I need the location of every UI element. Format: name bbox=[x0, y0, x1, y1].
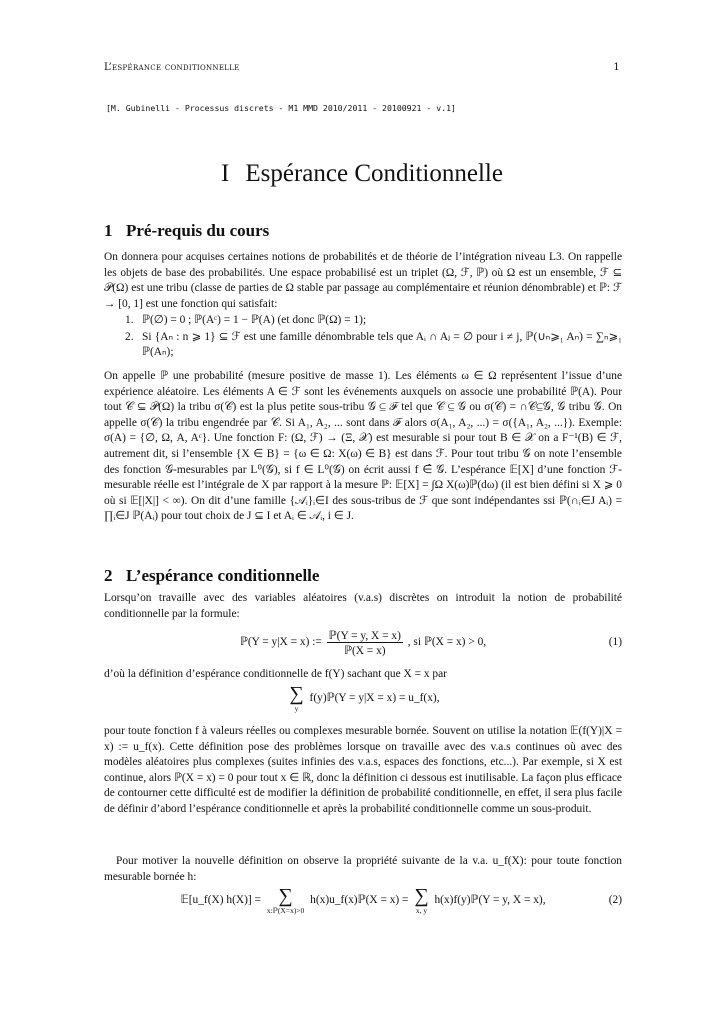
eq-rhs: h(x)f(y)ℙ(Y = y, X = x), bbox=[434, 894, 546, 907]
paragraph-intro bbox=[104, 250, 622, 312]
section-heading-1 bbox=[104, 221, 269, 241]
equation-tag: (2) bbox=[608, 894, 622, 906]
eq-middle: h(x)u_f(x)ℙ(X = x) = bbox=[310, 894, 409, 907]
paragraph-text: Lorsqu’on travaille avec des variables aléatoires (v.a.s) discrètes on introduit la notion de probabilité conditionnelle par la formule: bbox=[104, 592, 622, 620]
eq-numerator: ℙ(Y = y, X = x) bbox=[328, 630, 401, 642]
section-number: 1 bbox=[104, 221, 113, 240]
paragraph-definitions bbox=[104, 369, 622, 525]
paragraph-text: Pour motiver la nouvelle définition on observe la propriété suivante de la v.a. u_f(X): pour toute fonction mesurable bornée h: bbox=[104, 855, 622, 883]
sum-operator bbox=[414, 886, 428, 915]
list-item-text: ℙ(∅) = 0 ; ℙ(Aᶜ) = 1 − ℙ(A) (et donc ℙ(Ω) = 1); bbox=[142, 314, 367, 326]
paragraph-discussion bbox=[104, 724, 622, 818]
eq-lhs: ℙ(Y = y|X = x) := bbox=[239, 636, 322, 649]
eq-expression: f(y)ℙ(Y = y|X = x) = u_f(x), bbox=[309, 692, 440, 705]
axiom-list bbox=[125, 313, 622, 362]
chapter-number: I bbox=[221, 160, 230, 187]
equation-tag: (1) bbox=[608, 636, 622, 648]
sum-symbol: ∑ bbox=[289, 683, 304, 705]
eq-fraction bbox=[327, 628, 403, 657]
section-title: L’espérance conditionnelle bbox=[126, 566, 320, 585]
list-item bbox=[125, 313, 622, 329]
paragraph-text: pour toute fonction f à valeurs réelles ou complexes mesurable bornée. Souvent on utilise la notation 𝔼(f(Y)|X = x) := u_f(x). Cette définition pose des problèmes lorsque on travaille avec des v.a.s continues où avec des modèles aléatoires plus complexes (suites infinies des v.a.s, espaces des fonctions, etc...). Par exemple, si X est continue, alors ℙ(X = x) = 0 pour tout x ∈ ℝ, donc la définition ci dessous est inutilisable. La façon plus efficace de contourner cette difficulté est de modifier la définition de probabilité conditionnelle, en effet, il sera plus facile de définir d’abord l’espérance conditionnelle et après la probabilité conditionnelle comme un sous-produit. bbox=[104, 725, 622, 815]
list-marker: 2. bbox=[125, 330, 134, 343]
running-header bbox=[104, 62, 620, 73]
paragraph-motivation bbox=[104, 854, 622, 885]
paragraph-intro-2 bbox=[104, 591, 622, 622]
sum-subscript: x:ℙ(X=x)>0 bbox=[266, 906, 305, 915]
sum-operator bbox=[267, 886, 304, 915]
paragraph-text: d’où la définition d’espérance conditionnelle de f(Y) sachant que X = x par bbox=[104, 668, 447, 680]
equation-sum bbox=[104, 684, 622, 713]
list-item bbox=[125, 330, 622, 361]
page-number: 1 bbox=[613, 62, 620, 73]
section-heading-2 bbox=[104, 566, 319, 586]
eq-condition: , si ℙ(X = x) > 0, bbox=[407, 636, 487, 649]
citation-line: [M. Gubinelli - Processus discrets - M1 MMD 2010/2011 - 20100921 - v.1] bbox=[106, 103, 456, 113]
sum-subscript: x, y bbox=[415, 906, 428, 915]
running-title: L’espérance conditionnelle bbox=[104, 62, 240, 73]
list-item-text: Si {Aₙ : n ⩾ 1} ⊆ ℱ est une famille dénombrable tels que Aᵢ ∩ Aⱼ = ∅ pour i ≠ j, ℙ(∪ₙ⩾₁ Aₙ) = ∑ₙ⩾₁ ℙ(Aₙ); bbox=[142, 330, 622, 359]
sum-subscript: y bbox=[294, 704, 299, 713]
sum-operator bbox=[289, 684, 303, 713]
chapter-title-text: Espérance Conditionnelle bbox=[245, 160, 503, 187]
sum-symbol: ∑ bbox=[414, 885, 429, 907]
chapter-title bbox=[0, 160, 724, 188]
section-title: Pré-requis du cours bbox=[126, 221, 270, 240]
equation-1 bbox=[104, 628, 622, 657]
sum-symbol: ∑ bbox=[278, 885, 293, 907]
section-number: 2 bbox=[104, 566, 113, 585]
equation-2 bbox=[104, 886, 622, 915]
paragraph-transition bbox=[104, 667, 622, 683]
eq-denominator: ℙ(X = x) bbox=[343, 645, 386, 657]
paragraph-text: On donnera pour acquises certaines notions de probabilités et de théorie de l’intégration niveau L3. On rappelle les objets de base des probabilités. Une espace probabilisé est un triplet (Ω, ℱ, ℙ) où Ω est un ensemble, ℱ ⊆ 𝒫(Ω) est une tribu (classe de parties de Ω stable par passage au complémentaire et réunion dénombrable) et ℙ: ℱ → [0, 1] est une fonction qui satisfait: bbox=[104, 251, 622, 310]
eq-lhs: 𝔼[u_f(X) h(X)] = bbox=[180, 894, 261, 907]
paragraph-text: On appelle ℙ une probabilité (mesure positive de masse 1). Les éléments ω ∈ Ω représentent l’issue d’une expérience aléatoire. Les éléments A ∈ ℱ sont les événements auxquels on associe une probabilité ℙ(A). Pour tout 𝒞 ⊆ 𝒫(Ω) la tribu σ(𝒞) est la plus petite sous-tribu 𝒢 ⊆ ℱ tel que 𝒞 ⊆ 𝒢 ou σ(𝒞) = ∩𝒞⊆𝒢, 𝒢 tribu 𝒢. On appelle σ(𝒞) la tribu engendrée par 𝒞. Si A₁, A₂, ... sont dans ℱ alors σ(A₁, A₂, ...) = σ({A₁, A₂, ...}). Exemple: σ(A) = {∅, Ω, A, Aᶜ}. Une fonction F: (Ω, ℱ) → (Ξ, 𝒳) est mesurable si pour tout B ∈ 𝒳 on a F⁻¹(B) ∈ ℱ, autrement dit, si l’ensemble {X ∈ B} = {ω ∈ Ω: X(ω) ∈ B} est dans ℱ. Pour tout tribu 𝒢 on note l’ensemble des fonction 𝒢-mesurables par L⁰(𝒢), si f ∈ L⁰(𝒢) on écrit aussi f ∈̂ 𝒢. L’espérance 𝔼[X] d’une fonction ℱ-mesurable réelle est l’intégrale de X par rapport à la mesure ℙ: 𝔼[X] = ∫Ω X(ω)ℙ(dω) (il est bien défini si X ⩾ 0 où si 𝔼[|X|] < ∞). On dit d’une famille {𝒜ᵢ}ᵢ∈I des sous-tribus de ℱ que sont indépendantes ssi ℙ(∩ᵢ∈J Aᵢ) = ∏ᵢ∈J ℙ(Aᵢ) pour tout choix de J ⊆ I et Aᵢ ∈ 𝒜ᵢ, i ∈ J. bbox=[104, 370, 622, 523]
list-marker: 1. bbox=[125, 314, 134, 326]
